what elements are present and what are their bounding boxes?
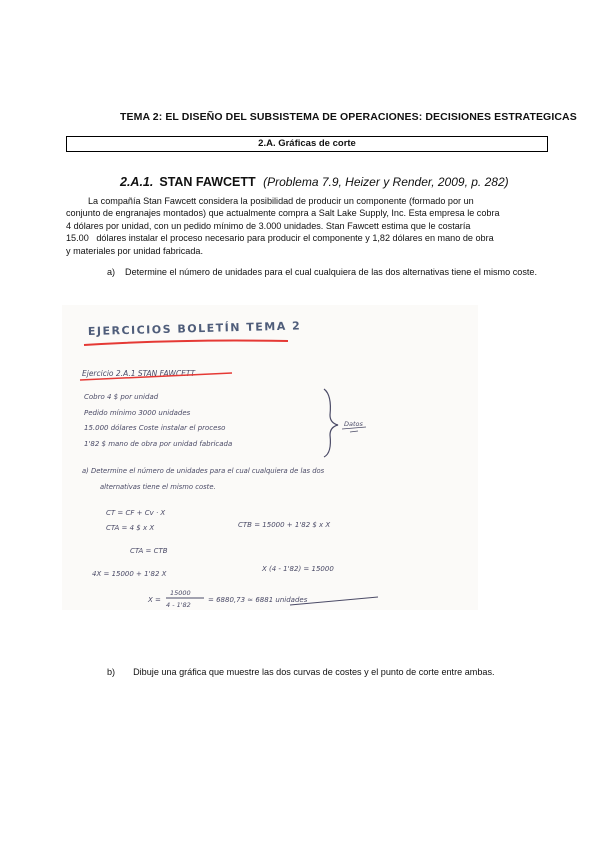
notebook-line-2: Pedido mínimo 3000 unidades xyxy=(84,409,191,417)
notebook-line-1: Cobro 4 $ por unidad xyxy=(84,393,159,401)
notebook-question-line-1: a) Determine el número de unidades para el cual cualquiera de las dos xyxy=(82,467,325,475)
statement-line: La compañía Stan Fawcett considera la posibilidad de producir un componente (formado por un xyxy=(88,196,474,206)
notebook-title: EJERCICIOS BOLETÍN TEMA 2 xyxy=(87,319,302,338)
notebook-eq-4: CTA = CTB xyxy=(130,547,168,555)
notebook-subtitle: Ejercicio 2.A.1 STAN FAWCETT xyxy=(82,369,196,378)
exercise-name: STAN FAWCETT xyxy=(159,175,256,189)
exercise-reference: (Problema 7.9, Heizer y Render, 2009, p. 282) xyxy=(263,175,509,189)
page-title: TEMA 2: EL DISEÑO DEL SUBSISTEMA DE OPERACIONES: DECISIONES ESTRATEGICAS xyxy=(120,111,577,123)
section-title: 2.A. Gráficas de corte xyxy=(66,136,548,152)
notebook-frac-den: 4 - 1'82 xyxy=(166,601,191,609)
statement-line: conjunto de engranajes montados) que actualmente compra a Salt Lake Supply, Inc. Esta empresa le cobra xyxy=(66,208,500,219)
datos-label: Datos xyxy=(344,420,363,428)
question-b-text: Dibuje una gráfica que muestre las dos curvas de costes y el punto de corte entre ambas. xyxy=(133,667,495,677)
notebook-result: = 6880,73 ≃ 6881 unidades xyxy=(208,596,308,604)
notebook-question-line-2: alternativas tiene el mismo coste. xyxy=(100,483,216,491)
notebook-svg xyxy=(62,305,478,610)
exercise-heading xyxy=(120,175,509,189)
statement-line: 4 dólares por unidad, con un pedido mínimo de 3.000 unidades. Stan Fawcett estima que le costaría xyxy=(66,220,471,231)
notebook-eq-1: CT = CF + Cv · X xyxy=(106,509,166,517)
notebook-line-3: 15.000 dólares Coste instalar el proceso xyxy=(84,424,226,432)
question-b-label: b) xyxy=(107,667,116,677)
handwritten-solution-image xyxy=(62,305,478,610)
notebook-frac-num: 15000 xyxy=(170,589,191,597)
exercise-number: 2.A.1. xyxy=(120,175,154,189)
notebook-eq-5: 4X = 15000 + 1'82 X xyxy=(92,570,167,578)
notebook-eq-2: CTA = 4 $ x X xyxy=(106,524,155,532)
notebook-line-4: 1'82 $ mano de obra por unidad fabricada xyxy=(84,440,233,448)
notebook-frac-x: X = xyxy=(148,596,161,604)
question-a-text: Determine el número de unidades para el cual cualquiera de las dos alternativas tiene el mismo coste. xyxy=(125,267,537,277)
question-b xyxy=(107,667,495,677)
statement-line: y materiales por unidad fabricada. xyxy=(66,245,203,256)
question-a-label: a) xyxy=(107,267,116,277)
statement-line: 15.00 dólares instalar el proceso necesario para producir el componente y 1,82 dólares en mano de obra xyxy=(66,233,494,244)
notebook-eq-6: X (4 - 1'82) = 15000 xyxy=(262,565,334,573)
problem-statement xyxy=(66,195,548,257)
notebook-eq-3: CTB = 15000 + 1'82 $ x X xyxy=(238,521,331,529)
